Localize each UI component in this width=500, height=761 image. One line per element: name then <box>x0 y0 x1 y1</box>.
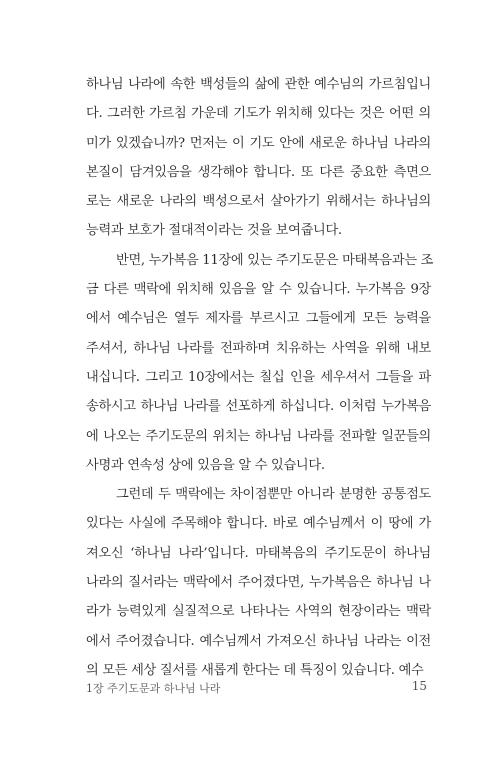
text-line: 에 나오는 주기도문의 위치는 하나님 나라를 전파할 일꾼들의 <box>86 428 431 444</box>
text-line: 주셔서, 하나님 나라를 전파하며 치유하는 사역을 위해 내보 <box>86 340 431 356</box>
text-line: 하나님 나라에 속한 백성들의 삶에 관한 예수님의 가르침입니 <box>86 77 431 92</box>
paragraph <box>86 246 434 480</box>
text-line: 반면, 누가복음 11장에 있는 주기도문은 마태복음과는 조 <box>116 252 434 268</box>
page-number: 15 <box>411 679 427 693</box>
text-line: 능력과 보호가 절대적이라는 것을 보여줍니다. <box>86 223 342 239</box>
text-line: 져오신 ‘하나님 나라’입니다. 마태복음의 주기도문이 하나님 <box>86 545 431 561</box>
text-line: 그런데 두 맥락에는 차이점뿐만 아니라 분명한 공통점도 <box>116 487 431 503</box>
text-line: 의 모든 세상 질서를 새롭게 한다는 데 특징이 있습니다. 예수 <box>86 662 424 678</box>
text-line: 라가 능력있게 실질적으로 나타나는 사역의 현장이라는 맥락 <box>86 604 431 620</box>
text-line: 에서 주어졌습니다. 예수님께서 가져오신 하나님 나라는 이전 <box>86 633 431 649</box>
text-line: 사명과 연속성 상에 있음을 알 수 있습니다. <box>86 457 325 473</box>
paragraph <box>86 70 431 246</box>
paragraph <box>86 480 431 685</box>
text-line: 본질이 담겨있음을 생각해야 합니다. 또 다른 중요한 측면으 <box>86 164 431 180</box>
text-line: 다. 그러한 가르침 가운데 기도가 위치해 있다는 것은 어떤 의 <box>86 106 431 122</box>
text-line: 에서 예수님은 열두 제자를 부르시고 그들에게 모든 능력을 <box>86 311 431 327</box>
body-text <box>86 70 434 685</box>
text-line: 송하시고 하나님 나라를 선포하게 하십니다. 이처럼 누가복음 <box>86 399 431 415</box>
text-line: 있다는 사실에 주목해야 합니다. 바로 예수님께서 이 땅에 가 <box>86 516 431 532</box>
text-line: 금 다른 맥락에 위치해 있음을 알 수 있습니다. 누가복음 9장 <box>86 282 431 298</box>
running-footer-title: 1장 주기도문과 하나님 나라 <box>86 682 221 695</box>
text-line: 나라의 질서라는 맥락에서 주어졌다면, 누가복음은 하나님 나 <box>86 575 431 591</box>
text-line: 로는 새로운 나라의 백성으로서 살아가기 위해서는 하나님의 <box>86 194 431 210</box>
text-line: 내십니다. 그리고 10장에서는 칠십 인을 세우셔서 그들을 파 <box>86 369 431 385</box>
text-line: 미가 있겠습니까? 먼저는 이 기도 안에 새로운 하나님 나라의 <box>86 135 431 151</box>
page-footer <box>86 680 431 696</box>
